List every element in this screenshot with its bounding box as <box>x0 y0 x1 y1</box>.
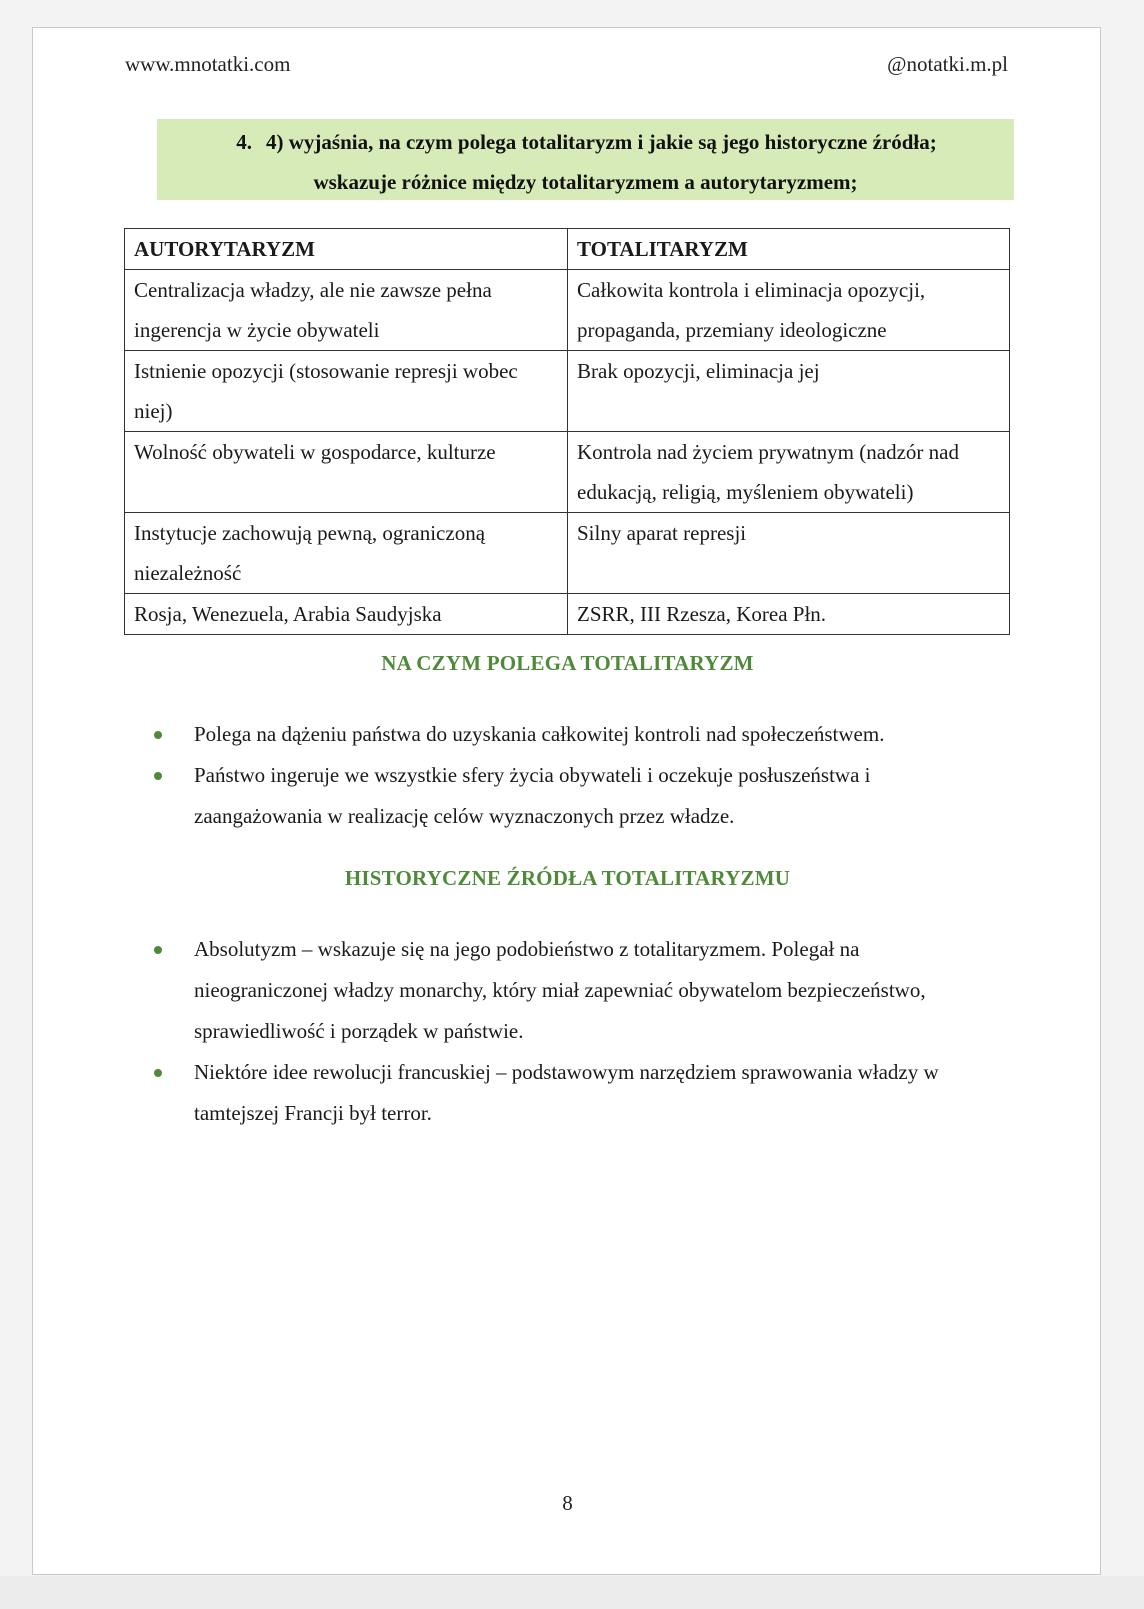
topic-line-1-text: 4) wyjaśnia, na czym polega totalitaryzm i jakie są jego historyczne źródła; <box>266 130 937 154</box>
section-title-zrodla: HISTORYCZNE ŹRÓDŁA TOTALITARYZMU <box>344 866 791 890</box>
header-handle: @notatki.m.pl <box>887 52 1008 76</box>
page-number: 8 <box>562 1491 573 1515</box>
list-item <box>33 714 984 755</box>
topic-number: 4. <box>236 130 253 154</box>
table-cell: Brak opozycji, eliminacja jej <box>568 351 1010 432</box>
list-item-text: Niektóre idee rewolucji francuskiej – podstawowym narzędziem sprawowania władzy w tamtejszej Francji był terror. <box>194 1060 939 1125</box>
table-row <box>125 513 1010 594</box>
table-cell: ZSRR, III Rzesza, Korea Płn. <box>568 594 1010 635</box>
list-item <box>33 1052 984 1134</box>
document-page <box>32 27 1101 1575</box>
bullet-dot-icon <box>154 731 162 739</box>
header-website: www.mnotatki.com <box>125 52 291 76</box>
table-cell: Istnienie opozycji (stosowanie represji wobec niej) <box>125 351 568 432</box>
list-item-text: Polega na dążeniu państwa do uzyskania całkowitej kontroli nad społeczeństwem. <box>194 722 885 746</box>
table-row <box>125 270 1010 351</box>
comparison-table <box>124 228 1010 635</box>
table-row <box>125 351 1010 432</box>
bullet-dot-icon <box>154 772 162 780</box>
table-row <box>125 594 1010 635</box>
topic-line-2: wskazuje różnice między totalitaryzmem a autorytaryzmem; <box>313 170 858 194</box>
topic-line-1 <box>157 122 1014 162</box>
section2-bullet-list <box>33 929 984 1134</box>
topic-banner <box>157 119 1014 200</box>
table-cell: Kontrola nad życiem prywatnym (nadzór nad edukacją, religią, myśleniem obywateli) <box>568 432 1010 513</box>
viewer-bottom-strip <box>0 1576 1144 1609</box>
table-cell: Rosja, Wenezuela, Arabia Saudyjska <box>125 594 568 635</box>
list-item-text: Absolutyzm – wskazuje się na jego podobieństwo z totalitaryzmem. Polegał na nieograniczonej władzy monarchy, który miał zapewniać obywatelom bezpieczeństwo, sprawiedliwość i porządek w państwie. <box>194 937 926 1043</box>
table-cell: Silny aparat represji <box>568 513 1010 594</box>
bullet-dot-icon <box>154 946 162 954</box>
column-header-totalitaryzm: TOTALITARYZM <box>568 229 1010 270</box>
table-cell: Centralizacja władzy, ale nie zawsze pełna ingerencja w życie obywateli <box>125 270 568 351</box>
table-cell: Wolność obywateli w gospodarce, kulturze <box>125 432 568 513</box>
bullet-dot-icon <box>154 1069 162 1077</box>
table-cell: Instytucje zachowują pewną, ograniczoną niezależność <box>125 513 568 594</box>
table-header-row <box>125 229 1010 270</box>
section-title-totalitaryzm: NA CZYM POLEGA TOTALITARYZM <box>381 651 754 675</box>
list-item-text: Państwo ingeruje we wszystkie sfery życia obywateli i oczekuje posłuszeństwa i zaangażowania w realizację celów wyznaczonych przez władze. <box>194 763 871 828</box>
column-header-autorytaryzm: AUTORYTARYZM <box>125 229 568 270</box>
table-row <box>125 432 1010 513</box>
table-cell: Całkowita kontrola i eliminacja opozycji, propaganda, przemiany ideologiczne <box>568 270 1010 351</box>
section1-bullet-list <box>33 714 984 837</box>
list-item <box>33 755 984 837</box>
list-item <box>33 929 984 1052</box>
